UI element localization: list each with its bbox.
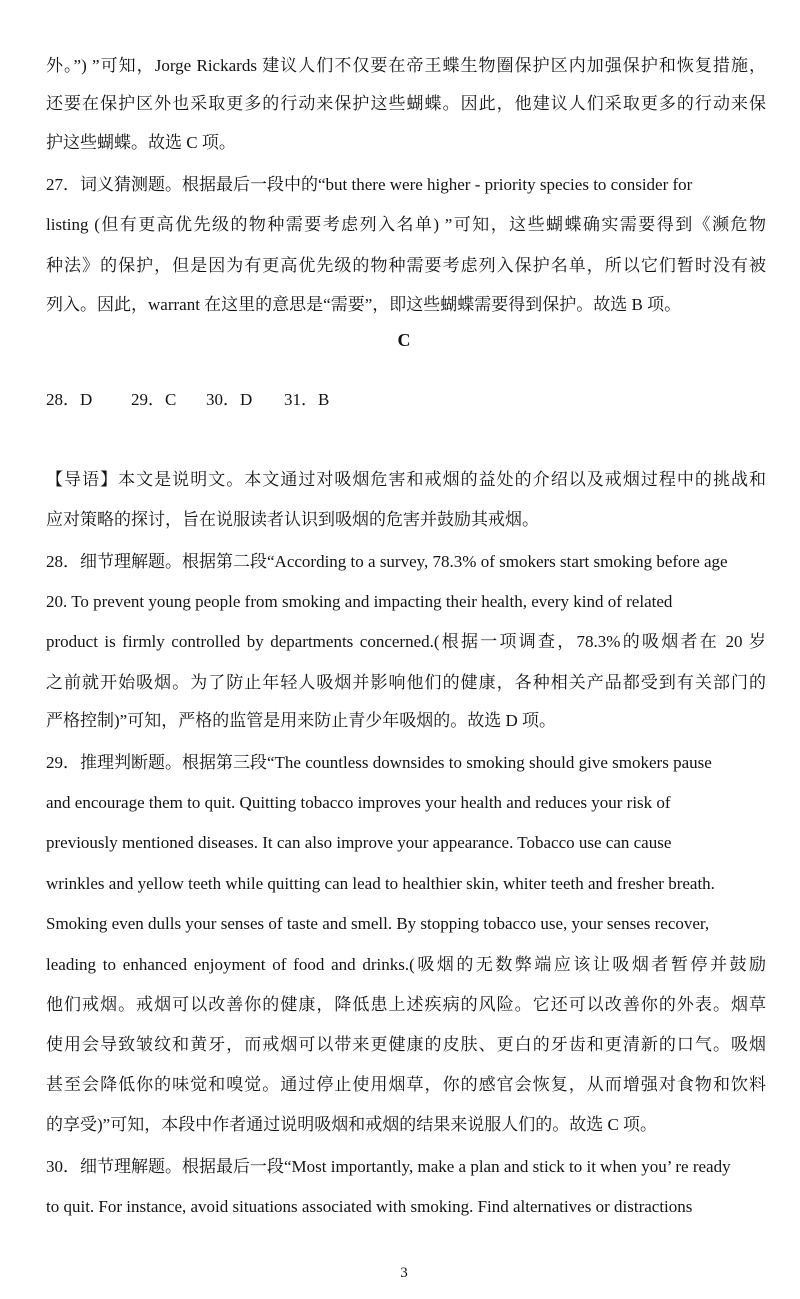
paragraph-line: 29．推理判断题。根据第三段“The countless downsides to smoking should give smokers pause — [46, 753, 712, 772]
paragraph-line: 严格控制)”可知，严格的监管是用来防止青少年吸烟的。故选 D 项。 — [46, 711, 556, 730]
page-number: 3 — [400, 1265, 408, 1281]
paragraph-line: 20. To prevent young people from smoking and impacting their health, every kind of related — [46, 592, 673, 611]
paragraph-line: 应对策略的探讨，旨在说服读者认识到吸烟的危害并鼓励其戒烟。 — [46, 510, 539, 529]
paragraph-line: product is firmly controlled by departments concerned.(根据一项调查，78.3%的吸烟者在 20 岁 — [46, 632, 766, 651]
paragraph-line: listing (但有更高优先级的物种需要考虑列入名单) ”可知，这些蝴蝶确实需要得到《濒危物 — [46, 215, 766, 234]
paragraph-line: to quit. For instance, avoid situations associated with smoking. Find alternatives or distractions — [46, 1197, 693, 1216]
paragraph-line: 使用会导致皱纹和黄牙，而戒烟可以带来更健康的皮肤、更白的牙齿和更清新的口气。吸烟 — [46, 1035, 766, 1054]
paragraph-line: 种法》的保护，但是因为有更高优先级的物种需要考虑列入保护名单，所以它们暂时没有被 — [46, 256, 766, 275]
answer-item: 29．C — [131, 390, 177, 409]
section-heading: C — [397, 330, 411, 350]
paragraph-line: leading to enhanced enjoyment of food and drinks.(吸烟的无数弊端应该让吸烟者暂停并鼓励 — [46, 955, 766, 974]
answer-item: 31．B — [284, 390, 330, 409]
paragraph-line: 甚至会降低你的味觉和嗅觉。通过停止使用烟草，你的感官会恢复，从而增强对食物和饮料 — [46, 1075, 766, 1094]
paragraph-line: 之前就开始吸烟。为了防止年轻人吸烟并影响他们的健康，各种相关产品都受到有关部门的 — [46, 673, 766, 692]
paragraph-line: 护这些蝴蝶。故选 C 项。 — [46, 133, 236, 152]
paragraph-line: 30．细节理解题。根据最后一段“Most importantly, make a plan and stick to it when you’ re ready — [46, 1157, 731, 1176]
paragraph-line: 外。”) ”可知，Jorge Rickards 建议人们不仅要在帝王蝶生物圈保护区内加强保护和恢复措施， — [46, 56, 766, 75]
paragraph-line: 还要在保护区外也采取更多的行动来保护这些蝴蝶。因此，他建议人们采取更多的行动来保 — [46, 94, 766, 113]
answer-item: 28．D — [46, 390, 93, 409]
paragraph-line: 他们戒烟。戒烟可以改善你的健康，降低患上述疾病的风险。它还可以改善你的外表。烟草 — [46, 995, 766, 1014]
paragraph-line: previously mentioned diseases. It can also improve your appearance. Tobacco use can cause — [46, 833, 672, 852]
paragraph-line: and encourage them to quit. Quitting tobacco improves your health and reduces your risk of — [46, 793, 671, 812]
paragraph-line: 28．细节理解题。根据第二段“According to a survey, 78.3% of smokers start smoking before age — [46, 552, 728, 571]
answer-item: 30．D — [206, 390, 253, 409]
paragraph-line: wrinkles and yellow teeth while quitting can lead to healthier skin, whiter teeth and fresher breath. — [46, 874, 715, 893]
paragraph-line: 的享受)”可知，本段中作者通过说明吸烟和戒烟的结果来说服人们的。故选 C 项。 — [46, 1115, 658, 1134]
paragraph-line: 列入。因此，warrant 在这里的意思是“需要”，即这些蝴蝶需要得到保护。故选 B 项。 — [46, 295, 682, 314]
paragraph-line: 27．词义猜测题。根据最后一段中的“but there were higher - priority species to consider for — [46, 175, 693, 194]
paragraph-line: Smoking even dulls your senses of taste and smell. By stopping tobacco use, your senses recover, — [46, 914, 710, 933]
paragraph-line: 【导语】本文是说明文。本文通过对吸烟危害和戒烟的益处的介绍以及戒烟过程中的挑战和 — [46, 470, 766, 489]
